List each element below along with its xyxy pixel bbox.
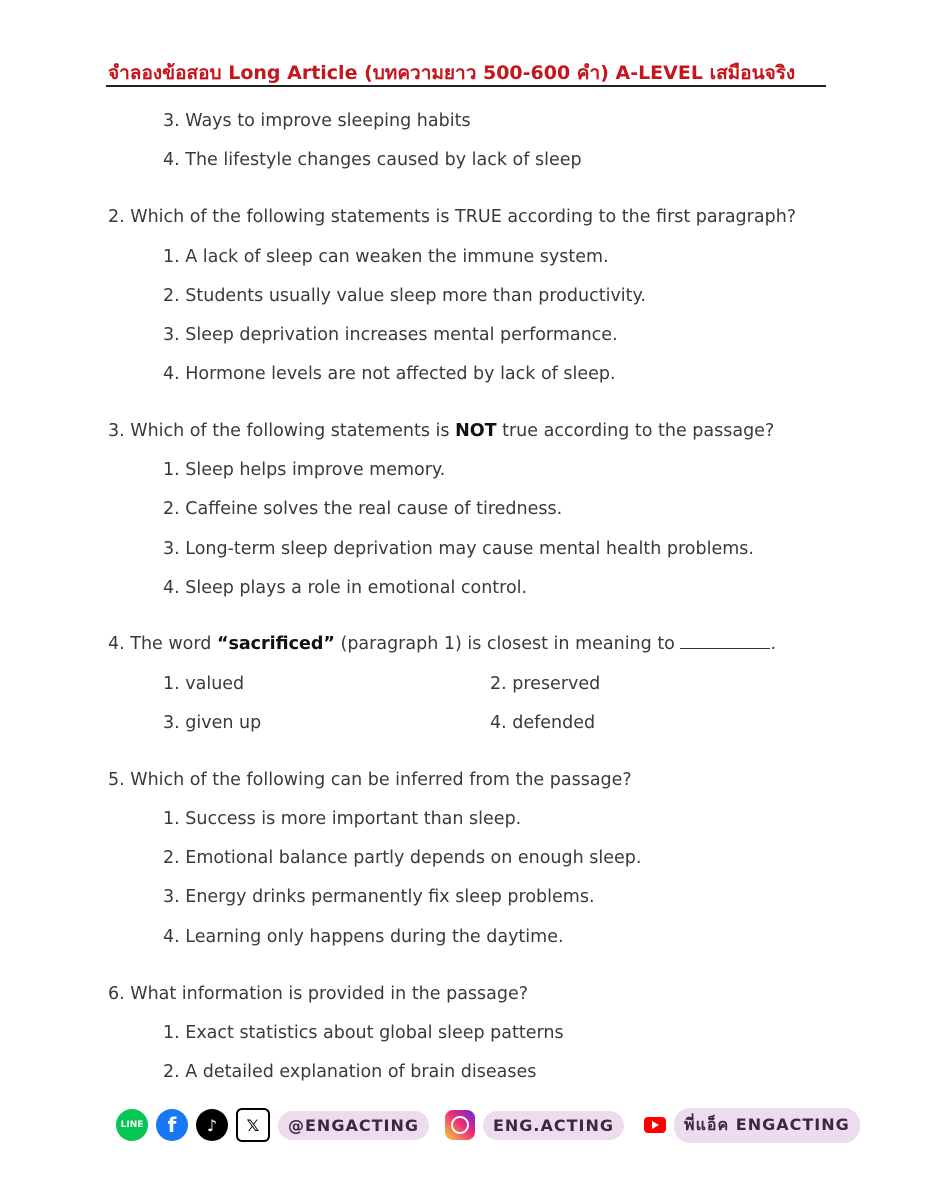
- instagram-icon[interactable]: [445, 1110, 475, 1140]
- q2-option-1: 1. A lack of sleep can weaken the immune system.: [163, 247, 609, 267]
- q3-question-post: true according to the passage?: [496, 421, 775, 441]
- q3-option-3: 3. Long-term sleep deprivation may cause mental health problems.: [163, 539, 754, 559]
- q2-question: 2. Which of the following statements is TRUE according to the first paragraph?: [108, 207, 797, 227]
- q5-option-1: 1. Success is more important than sleep.: [163, 809, 522, 829]
- q6-option-1: 1. Exact statistics about global sleep patterns: [163, 1023, 564, 1043]
- q2-option-4: 4. Hormone levels are not affected by lack of sleep.: [163, 364, 616, 384]
- page-title: จำลองข้อสอบ Long Article (บทความยาว 500-600 คำ) A-LEVEL เสมือนจริง: [108, 62, 796, 84]
- x-icon[interactable]: 𝕏: [236, 1108, 270, 1142]
- q4-question-keyword: “sacrificed”: [216, 634, 335, 654]
- handle-instagram[interactable]: ENG.ACTING: [483, 1111, 624, 1140]
- line-icon[interactable]: [116, 1109, 148, 1141]
- q3-option-2: 2. Caffeine solves the real cause of tiredness.: [163, 499, 563, 519]
- youtube-icon[interactable]: [644, 1117, 666, 1133]
- line-icon-label: LINE: [120, 1120, 144, 1130]
- q4-option-2: 2. preserved: [490, 674, 601, 694]
- facebook-icon[interactable]: f: [156, 1109, 188, 1141]
- handle-engacting[interactable]: @ENGACTING: [278, 1111, 429, 1140]
- q5-question: 5. Which of the following can be inferred from the passage?: [108, 770, 632, 790]
- q3-question-pre: 3. Which of the following statements is: [108, 421, 456, 441]
- q3-option-1: 1. Sleep helps improve memory.: [163, 460, 446, 480]
- header-divider: [106, 85, 826, 87]
- q4-question-end: .: [770, 634, 777, 654]
- q4-question: [108, 634, 776, 654]
- q5-option-4: 4. Learning only happens during the daytime.: [163, 927, 564, 947]
- q2-option-3: 3. Sleep deprivation increases mental performance.: [163, 325, 618, 345]
- q4-question-post: (paragraph 1) is closest in meaning to: [334, 634, 681, 654]
- q5-option-2: 2. Emotional balance partly depends on enough sleep.: [163, 848, 642, 868]
- q4-option-3: 3. given up: [163, 713, 262, 733]
- q4-option-1: 1. valued: [163, 674, 245, 694]
- q1-option-4: 4. The lifestyle changes caused by lack of sleep: [163, 150, 582, 170]
- q2-option-2: 2. Students usually value sleep more than productivity.: [163, 286, 646, 306]
- social-footer: [116, 1107, 860, 1143]
- q3-question: [108, 421, 774, 441]
- tiktok-icon[interactable]: ♪: [196, 1109, 228, 1141]
- q1-option-3: 3. Ways to improve sleeping habits: [163, 111, 471, 131]
- q4-option-4: 4. defended: [490, 713, 596, 733]
- answer-blank: [680, 634, 770, 649]
- q6-question: 6. What information is provided in the passage?: [108, 984, 529, 1004]
- q4-question-pre: 4. The word: [108, 634, 217, 654]
- handle-youtube[interactable]: พี่แอ็ค ENGACTING: [674, 1108, 860, 1143]
- q3-option-4: 4. Sleep plays a role in emotional control.: [163, 578, 528, 598]
- q6-option-2: 2. A detailed explanation of brain diseases: [163, 1062, 537, 1082]
- q3-question-emphasis: NOT: [455, 421, 497, 441]
- q5-option-3: 3. Energy drinks permanently fix sleep problems.: [163, 887, 595, 907]
